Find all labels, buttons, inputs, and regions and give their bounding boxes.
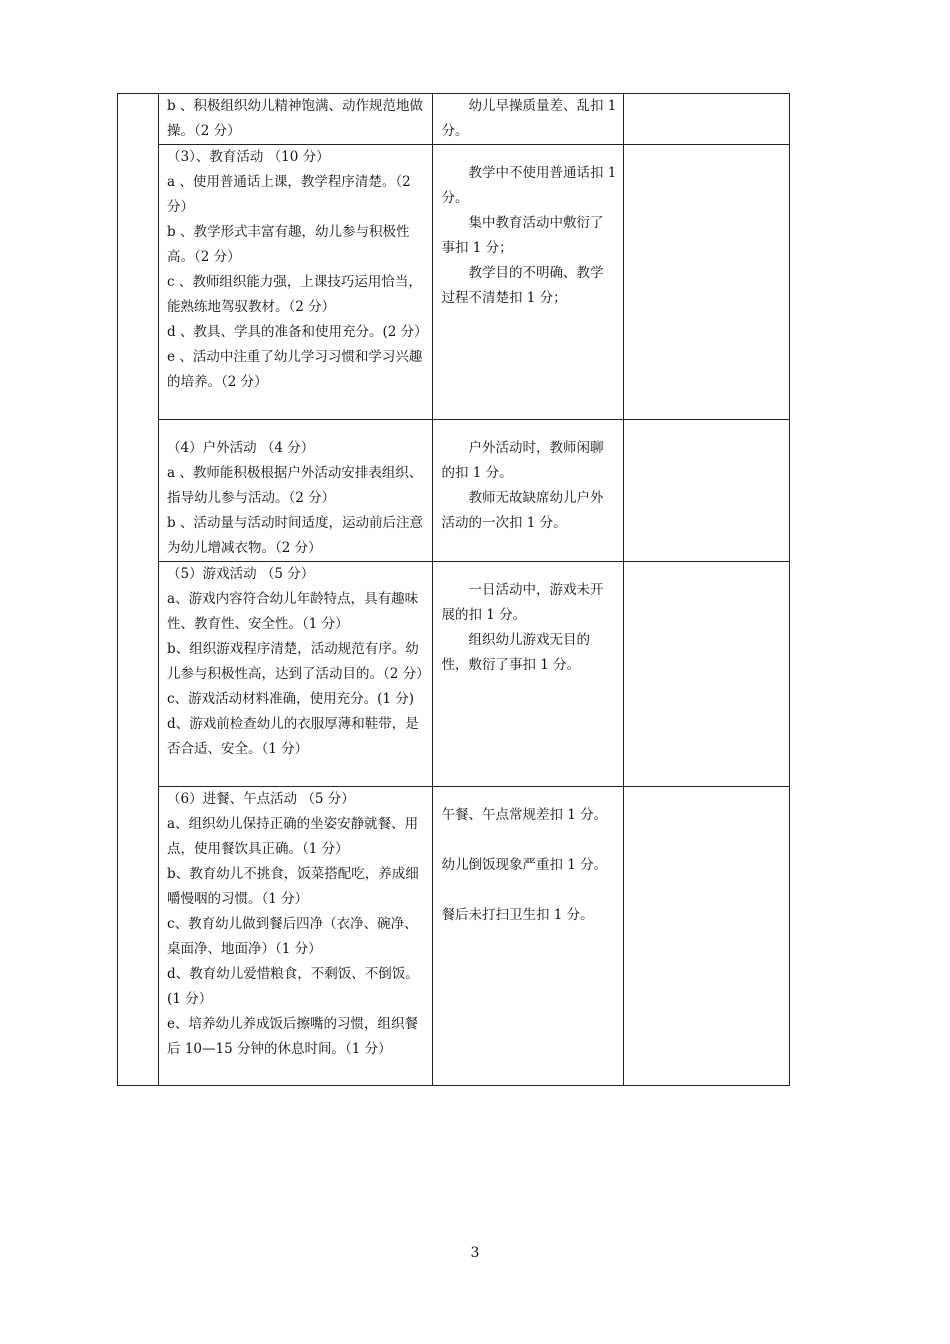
- criteria-line: d、教育幼儿爱惜粮食，不剩饭、不倒饭。(1 分）: [167, 966, 419, 1007]
- criteria-line: （6）进餐、午点活动 （5 分）: [167, 791, 355, 807]
- deduction-line: 一日活动中，游戏未开展的扣 1 分。: [441, 582, 604, 623]
- criteria-line: b 、教学形式丰富有趣，幼儿参与积极性高。（2 分）: [167, 224, 410, 265]
- criteria-cell: [159, 420, 433, 562]
- deduction-line: 教师无故缺席幼儿户外活动的一次扣 1 分。: [441, 490, 604, 531]
- category-cell: [118, 94, 159, 1086]
- score-cell: [623, 145, 789, 420]
- table-row: [118, 94, 790, 145]
- criteria-line: e 、活动中注重了幼儿学习习惯和学习兴趣的培养。（2 分）: [167, 349, 423, 390]
- deduction-line: 教学目的不明确、教学过程不清楚扣 1 分；: [441, 265, 604, 306]
- criteria-line: b 、积极组织幼儿精神饱满、动作规范地做操。（2 分）: [167, 98, 423, 139]
- criteria-cell: [159, 787, 433, 1086]
- deduction-cell: [433, 420, 623, 562]
- deduction-cell: [433, 94, 623, 145]
- score-cell: [623, 562, 789, 787]
- criteria-line: c、教育幼儿做到餐后四净（衣净、碗净、桌面净、地面净）（1 分）: [167, 916, 418, 957]
- table-row: [118, 420, 790, 562]
- deduction-line: 幼儿早操质量差、乱扣 1 分。: [441, 98, 617, 139]
- criteria-line: a 、使用普通话上课，教学程序清楚。（2 分）: [167, 174, 411, 215]
- criteria-line: c、游戏活动材料准确，使用充分。(1 分): [167, 691, 415, 707]
- page-number: 3: [470, 1245, 480, 1261]
- deduction-line: 餐后未打扫卫生扣 1 分。: [441, 907, 594, 923]
- deduction-line: 集中教育活动中敷衍了事扣 1 分；: [441, 215, 604, 256]
- deduction-cell: [433, 145, 623, 420]
- criteria-line: d 、教具、学具的准备和使用充分。(2 分）: [167, 324, 428, 340]
- deduction-cell: [433, 787, 623, 1086]
- deduction-line: 教学中不使用普通话扣 1 分。: [441, 165, 617, 206]
- criteria-line: a、组织幼儿保持正确的坐姿安静就餐、用点，使用餐饮具正确。（1 分）: [167, 816, 419, 857]
- table-row: [118, 145, 790, 420]
- criteria-line: a 、教师能积极根据户外活动安排表组织、指导幼儿参与活动。（2 分）: [167, 465, 423, 506]
- criteria-line: a、游戏内容符合幼儿年龄特点，具有趣味性、教育性、安全性。（1 分）: [167, 591, 419, 632]
- criteria-cell: [159, 145, 433, 420]
- criteria-line: c 、教师组织能力强，上课技巧运用恰当，能熟练地驾驭教材。（2 分）: [167, 274, 422, 315]
- criteria-line: （5）游戏活动 （5 分）: [167, 566, 315, 582]
- criteria-line: e、培养幼儿养成饭后擦嘴的习惯，组织餐后 10—15 分钟的休息时间。（1 分）: [167, 1016, 419, 1057]
- criteria-line: b 、活动量与活动时间适度，运动前后注意为幼儿增减衣物。（2 分）: [167, 515, 423, 556]
- evaluation-table: [117, 93, 790, 1086]
- deduction-line: 户外活动时，教师闲聊的扣 1 分。: [441, 440, 604, 481]
- criteria-line: （3）、教育活动 （10 分）: [167, 149, 330, 165]
- table-row: [118, 787, 790, 1086]
- deduction-line: 幼儿倒饭现象严重扣 1 分。: [441, 857, 608, 873]
- criteria-cell: [159, 562, 433, 787]
- criteria-line: b、教育幼儿不挑食，饭菜搭配吃，养成细嚼慢咽的习惯。（1 分）: [167, 866, 419, 907]
- score-cell: [623, 94, 789, 145]
- criteria-line: （4）户外活动 （4 分）: [167, 440, 315, 456]
- score-cell: [623, 787, 789, 1086]
- criteria-cell: [159, 94, 433, 145]
- deduction-line: 午餐、午点常规差扣 1 分。: [441, 807, 608, 823]
- criteria-line: d、游戏前检查幼儿的衣服厚薄和鞋带，是否合适、安全。（1 分）: [167, 716, 419, 757]
- score-cell: [623, 420, 789, 562]
- table-row: [118, 562, 790, 787]
- deduction-line: 组织幼儿游戏无目的性，敷衍了事扣 1 分。: [441, 632, 590, 673]
- criteria-line: b、组织游戏程序清楚，活动规范有序。幼儿参与积极性高，达到了活动目的。（2 分）: [167, 641, 430, 682]
- deduction-cell: [433, 562, 623, 787]
